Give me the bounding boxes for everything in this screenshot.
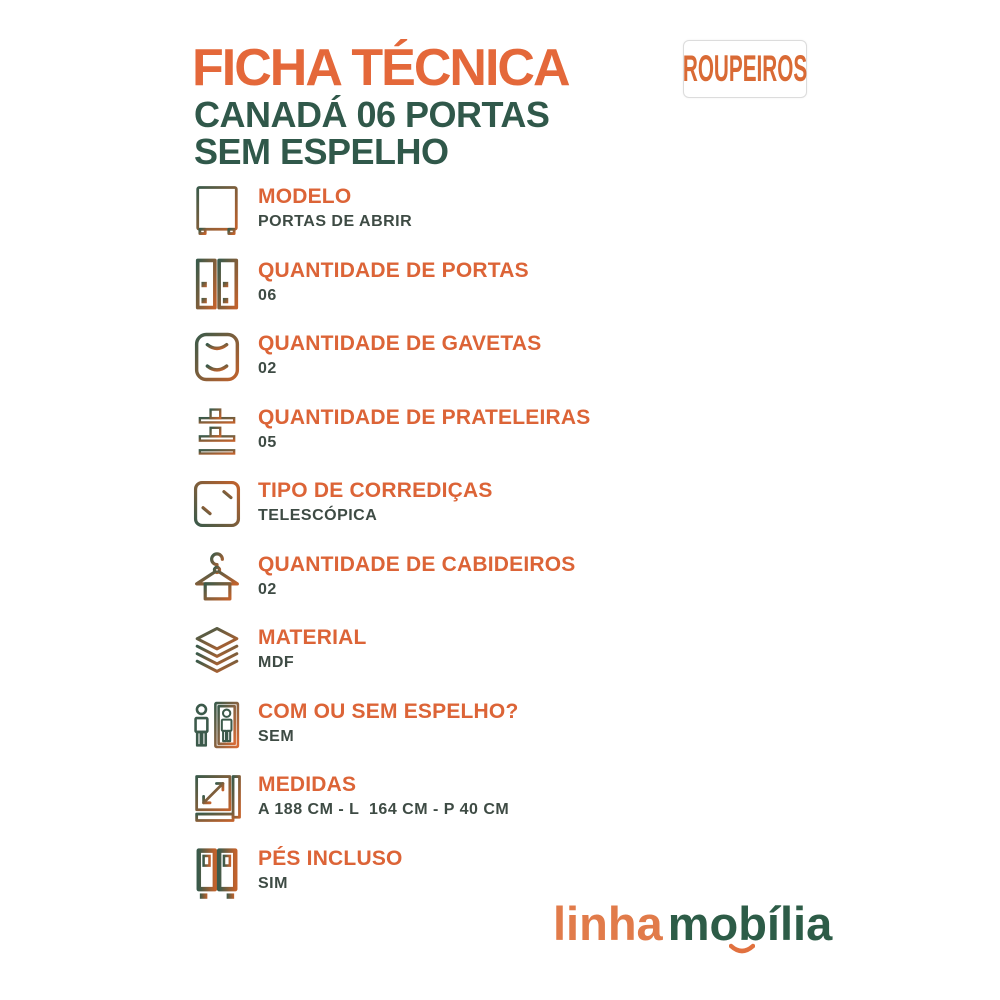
spec-value: MDF — [258, 654, 295, 671]
spec-row-corredicas — [186, 474, 590, 548]
spec-label: MEDIDAS — [258, 773, 357, 796]
logo-smile-icon — [729, 943, 755, 962]
spec-label: QUANTIDADE DE GAVETAS — [258, 332, 542, 355]
spec-row-pes — [186, 842, 590, 916]
page-title: FICHA TÉCNICA — [192, 39, 569, 97]
spec-value: 06 — [258, 286, 277, 304]
shelves-icon — [186, 401, 248, 465]
spec-label: QUANTIDADE DE PRATELEIRAS — [258, 405, 591, 429]
hanger-icon — [186, 548, 248, 612]
mirror-icon — [186, 695, 248, 759]
spec-value: 02 — [258, 580, 277, 598]
spec-value: A 188 CM - L 164 CM - P 40 CM — [258, 801, 510, 818]
drawers-icon — [186, 327, 248, 391]
spec-value: SIM — [258, 874, 288, 892]
spec-row-portas — [186, 254, 590, 328]
spec-row-material — [186, 621, 590, 695]
spec-row-cabideiros — [186, 548, 590, 622]
category-badge-label: ROUPEIROS — [682, 48, 808, 89]
product-name — [194, 94, 550, 172]
slide-arrows-icon — [186, 474, 248, 538]
spec-label: QUANTIDADE DE CABIDEIROS — [258, 552, 576, 576]
product-name-line1: CANADÁ 06 PORTAS — [194, 94, 550, 135]
spec-label: COM OU SEM ESPELHO? — [258, 699, 519, 723]
spec-value: 02 — [258, 360, 277, 377]
spec-label: MODELO — [258, 185, 352, 208]
spec-row-modelo — [186, 180, 590, 254]
spec-row-medidas — [186, 768, 590, 842]
brand-logo-mobilia: mobília — [667, 897, 833, 950]
ruler-icon — [186, 768, 248, 832]
spec-row-prateleiras — [186, 401, 590, 475]
brand-logo — [553, 896, 832, 951]
layers-icon — [186, 621, 248, 685]
feet-icon — [186, 842, 248, 906]
spec-label: QUANTIDADE DE PORTAS — [258, 258, 529, 282]
spec-value: 05 — [258, 433, 277, 451]
spec-label: PÉS INCLUSO — [258, 846, 403, 870]
spec-value: PORTAS DE ABRIR — [258, 213, 413, 230]
spec-list — [186, 180, 590, 915]
spec-value: SEM — [258, 727, 295, 745]
spec-label: TIPO DE CORREDIÇAS — [258, 479, 493, 502]
brand-logo-linha: linha — [553, 897, 663, 950]
spec-row-espelho — [186, 695, 590, 769]
product-name-line2: SEM ESPELHO — [194, 130, 449, 172]
category-badge — [683, 40, 807, 98]
wardrobe-icon — [186, 180, 248, 244]
doors-icon — [186, 254, 248, 318]
spec-value: TELESCÓPICA — [258, 507, 378, 524]
spec-label: MATERIAL — [258, 626, 367, 649]
spec-row-gavetas — [186, 327, 590, 401]
